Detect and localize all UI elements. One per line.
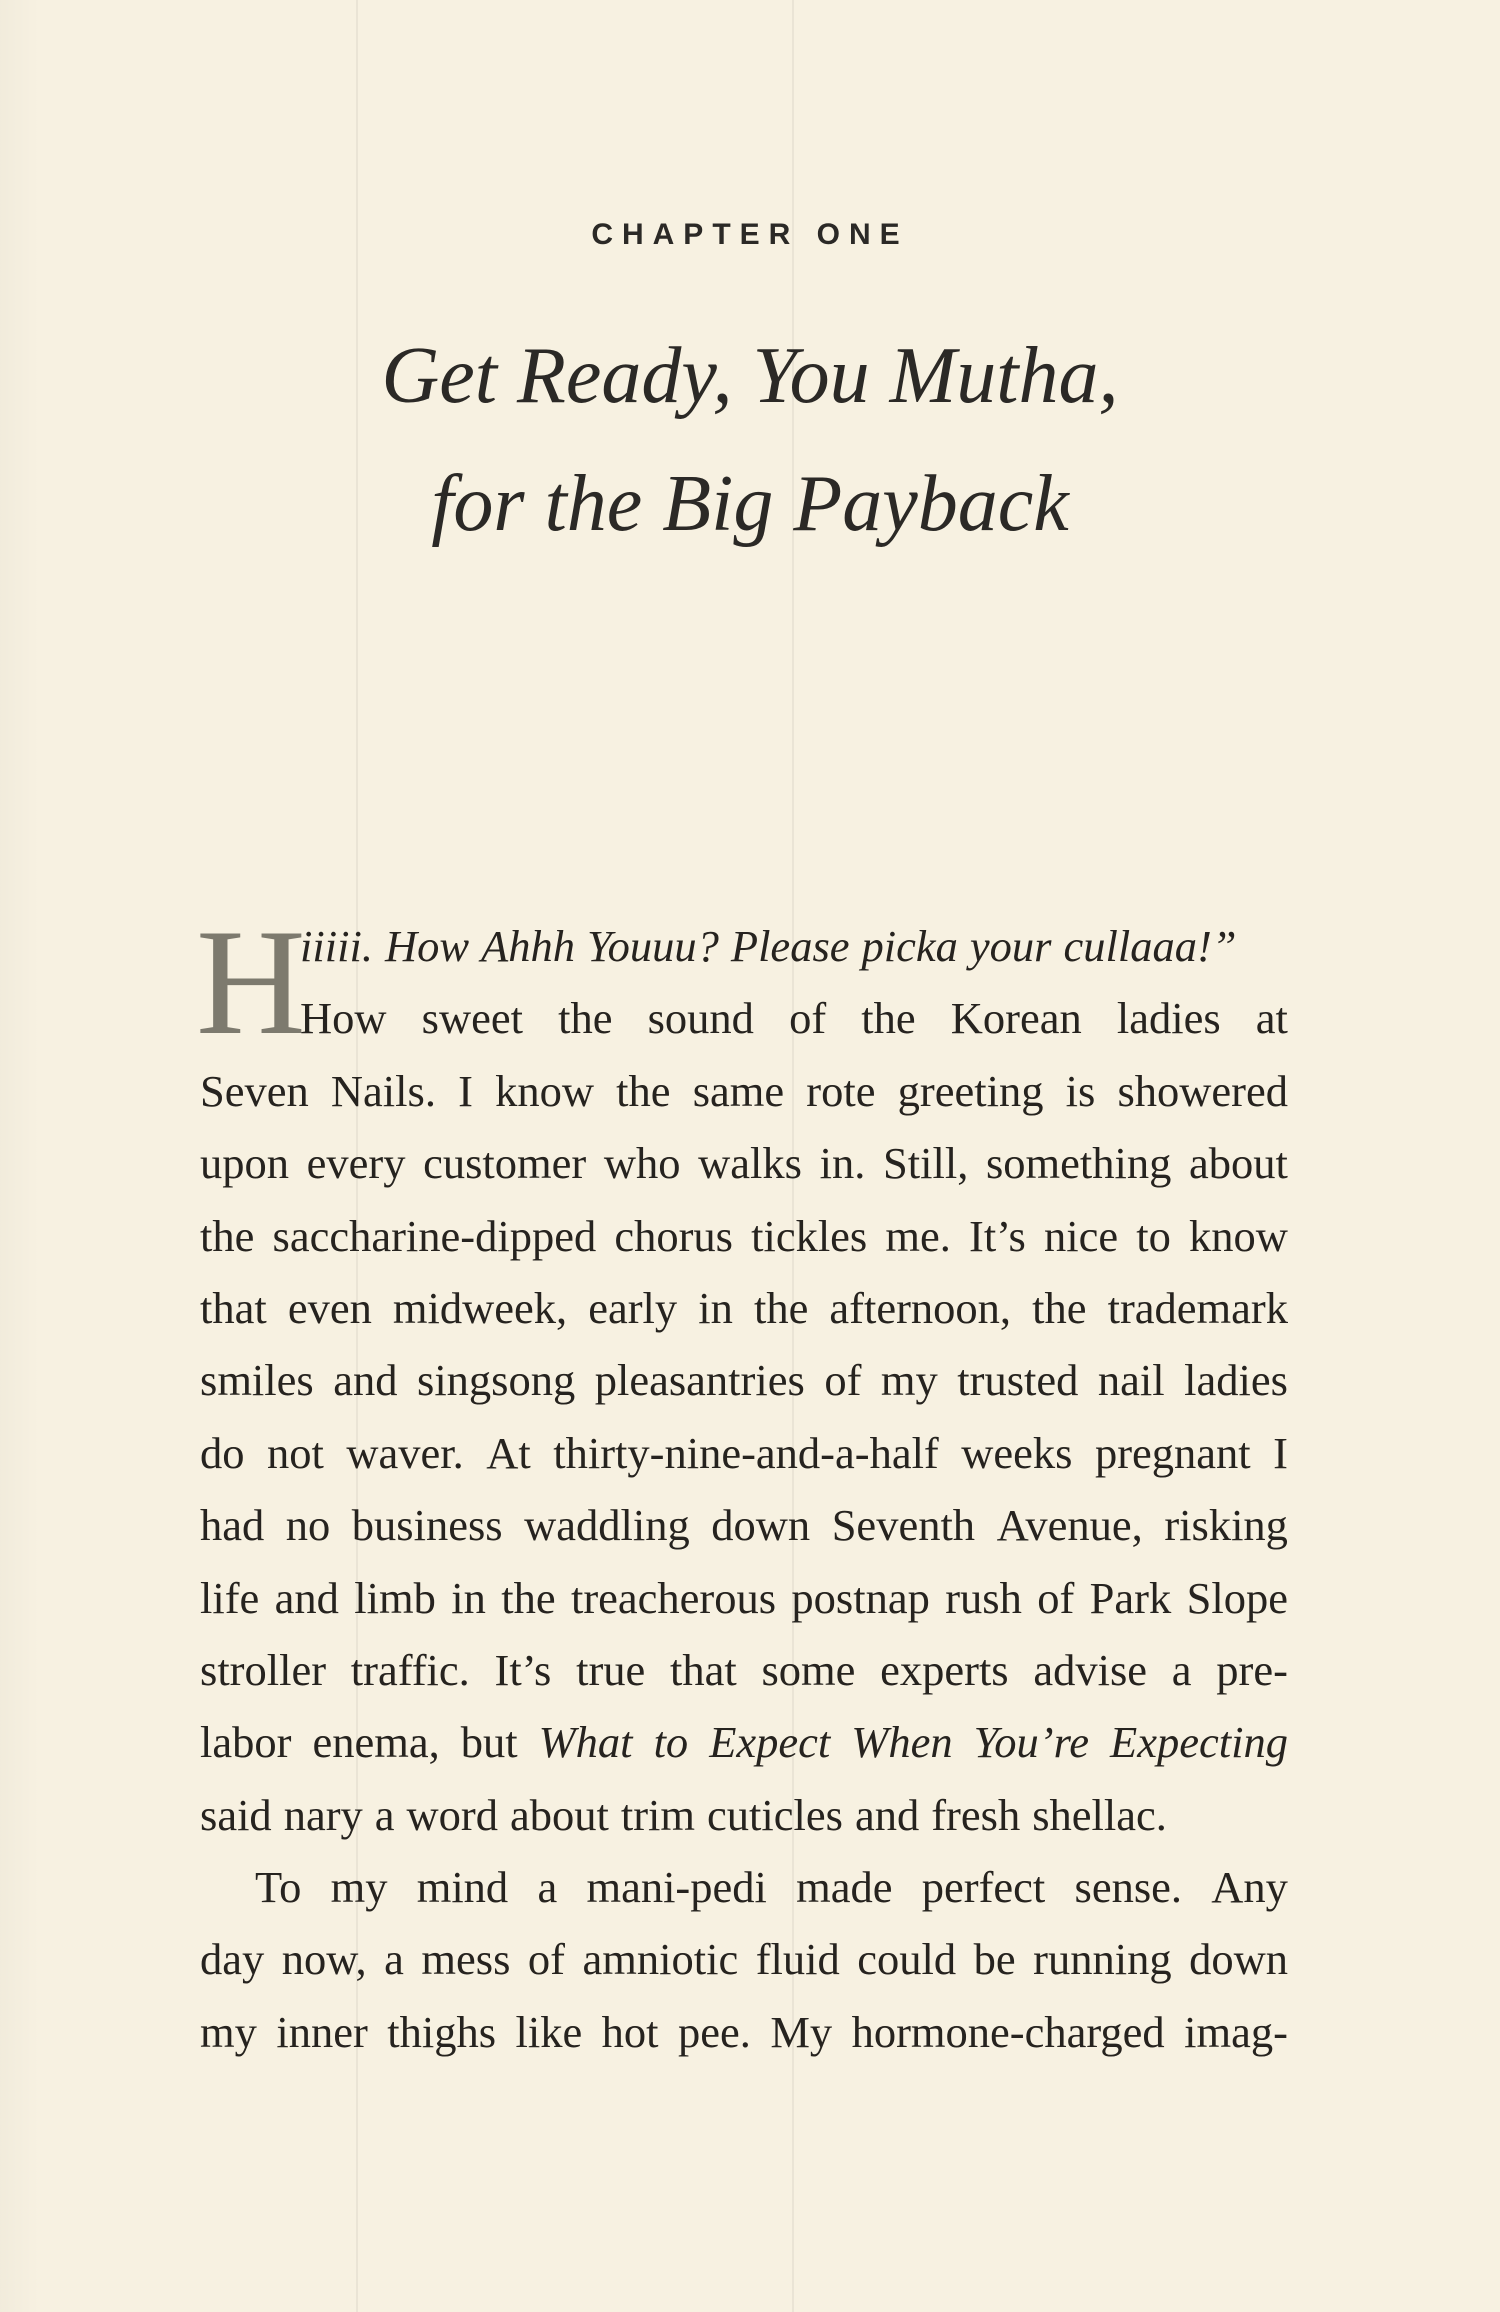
word: the — [1032, 1282, 1087, 1333]
word: traffic. — [350, 1644, 470, 1695]
word: hormone-charged — [851, 2006, 1165, 2057]
word: Avenue, — [996, 1500, 1143, 1551]
word: the — [861, 993, 916, 1044]
word: made — [796, 1862, 893, 1913]
word: Please — [730, 921, 850, 971]
word: showered — [1117, 1065, 1288, 1116]
word: upon — [200, 1138, 289, 1189]
word: do — [200, 1427, 245, 1478]
word: labor — [200, 1717, 292, 1768]
word: tickles — [751, 1210, 868, 1261]
text-line — [200, 1127, 1288, 1199]
word: stroller — [200, 1644, 327, 1695]
text-line — [200, 910, 1288, 982]
word: risking — [1164, 1500, 1288, 1551]
word: rush — [945, 1572, 1022, 1623]
word: nail — [1097, 1355, 1165, 1406]
word: no — [285, 1500, 331, 1551]
word: the — [616, 1065, 671, 1116]
word: a — [537, 1862, 558, 1913]
word: of — [527, 1934, 565, 1985]
word: my — [330, 1862, 388, 1913]
word: at — [1255, 993, 1288, 1044]
word: and — [854, 1789, 920, 1840]
word: waver. — [346, 1427, 464, 1478]
word: be — [973, 1934, 1016, 1985]
word: Park — [1089, 1572, 1172, 1623]
word: that — [670, 1644, 737, 1695]
word: picka — [861, 921, 958, 971]
word: that — [200, 1282, 267, 1333]
word: shellac. — [1032, 1789, 1167, 1840]
word: Korean — [950, 993, 1082, 1044]
word: Still, — [883, 1138, 969, 1189]
word: down — [711, 1500, 811, 1551]
word: fluid — [755, 1934, 840, 1985]
word: Expect — [709, 1717, 831, 1768]
word: ladies — [1116, 993, 1221, 1044]
text-line — [200, 1851, 1288, 1923]
text-line — [200, 1996, 1288, 2068]
chapter-title-line-1: Get Ready, You Mutha, — [381, 332, 1119, 420]
word: I — [1273, 1427, 1288, 1478]
word: Seventh — [831, 1500, 976, 1551]
word: fresh — [931, 1789, 1021, 1840]
word: Youuu? — [586, 921, 719, 971]
word: a — [374, 1789, 395, 1840]
word: chorus — [614, 1210, 733, 1261]
word: the — [200, 1210, 255, 1261]
text-line — [200, 1055, 1288, 1127]
word: pleasantries — [594, 1355, 805, 1406]
text-line — [200, 1344, 1288, 1416]
word: iiiii. — [300, 921, 373, 971]
word: I — [458, 1065, 473, 1116]
word: to — [1136, 1210, 1171, 1261]
word: ladies — [1184, 1355, 1288, 1406]
word: singsong — [417, 1355, 576, 1406]
text-line — [200, 982, 1288, 1054]
word: experts — [880, 1644, 1009, 1695]
word: the — [753, 1282, 809, 1333]
word: Seven — [200, 1065, 309, 1116]
word: cuticles — [707, 1789, 843, 1840]
word: down — [1189, 1934, 1288, 1985]
word: in. — [819, 1138, 866, 1189]
word: trademark — [1107, 1282, 1288, 1333]
word: nary — [283, 1789, 363, 1840]
word: word — [406, 1789, 498, 1840]
word: to — [653, 1717, 689, 1768]
word: and — [274, 1572, 339, 1623]
word: know — [1189, 1210, 1288, 1261]
chapter-title-line-2: for the Big Payback — [431, 460, 1069, 548]
text-line — [200, 1200, 1288, 1272]
word: in — [698, 1282, 733, 1333]
word: weeks — [961, 1427, 1073, 1478]
word: who — [603, 1138, 681, 1189]
word: running — [1033, 1934, 1172, 1985]
word: said — [200, 1789, 272, 1840]
word: sense. — [1074, 1862, 1183, 1913]
word: imag- — [1184, 2006, 1288, 2057]
word: mind — [416, 1862, 509, 1913]
word: amniotic — [582, 1934, 739, 1985]
word: thirty-nine-and-a-half — [553, 1427, 939, 1478]
text-line — [200, 1779, 1288, 1851]
word: had — [200, 1500, 265, 1551]
word: some — [761, 1644, 856, 1695]
word: midweek, — [392, 1282, 568, 1333]
word: How — [384, 921, 470, 971]
word: the — [558, 993, 613, 1044]
word: something — [985, 1138, 1172, 1189]
word: sweet — [421, 993, 523, 1044]
word: business — [351, 1500, 503, 1551]
word: enema, — [312, 1717, 440, 1768]
word: early — [588, 1282, 678, 1333]
word: me. — [885, 1210, 951, 1261]
word: and — [333, 1355, 398, 1406]
word: greeting — [897, 1065, 1044, 1116]
word: pee. — [677, 2006, 751, 2057]
text-line — [200, 1489, 1288, 1561]
text-line — [200, 1923, 1288, 1995]
text-line — [200, 1562, 1288, 1634]
text-line — [200, 1706, 1288, 1778]
text-line — [200, 1634, 1288, 1706]
word: To — [255, 1862, 302, 1913]
word: waddling — [524, 1500, 690, 1551]
word: rote — [806, 1065, 876, 1116]
word: At — [486, 1427, 531, 1478]
word: mani-pedi — [586, 1862, 767, 1913]
word: a — [1171, 1644, 1192, 1695]
word: trusted — [957, 1355, 1079, 1406]
drop-cap: H — [196, 898, 306, 1066]
word: saccharine-dipped — [272, 1210, 597, 1261]
word: of — [1037, 1572, 1075, 1623]
word: know — [495, 1065, 595, 1116]
word: my — [880, 1355, 938, 1406]
word: mess — [421, 1934, 511, 1985]
word: the — [501, 1572, 556, 1623]
word: inner — [276, 2006, 368, 2057]
word: in — [451, 1572, 486, 1623]
word: walks — [698, 1138, 802, 1189]
word: of — [789, 993, 827, 1044]
word: but — [460, 1717, 518, 1768]
word: perfect — [921, 1862, 1046, 1913]
word: cullaaa!” — [1063, 921, 1237, 971]
word: thighs — [387, 2006, 497, 2057]
word: treacherous — [570, 1572, 777, 1623]
word: every — [306, 1138, 406, 1189]
word: Nails. — [330, 1065, 436, 1116]
word: Any — [1211, 1862, 1288, 1913]
word: sound — [647, 993, 754, 1044]
chapter-label: CHAPTER ONE — [591, 218, 909, 251]
word: Expecting — [1110, 1717, 1288, 1768]
word: about — [510, 1789, 609, 1840]
word: even — [287, 1282, 372, 1333]
word: It’s — [969, 1210, 1026, 1261]
word: advise — [1033, 1644, 1148, 1695]
word: My — [770, 2006, 833, 2057]
word: now, — [281, 1934, 367, 1985]
word: Slope — [1186, 1572, 1288, 1623]
word: It’s — [494, 1644, 552, 1695]
text-line — [200, 1417, 1288, 1489]
word: your — [969, 921, 1052, 971]
word: How — [300, 993, 387, 1044]
word: pre- — [1216, 1644, 1288, 1695]
body-text — [200, 910, 1288, 2068]
word: life — [200, 1572, 260, 1623]
text-line — [200, 1272, 1288, 1344]
word: true — [576, 1644, 646, 1695]
word: day — [200, 1934, 265, 1985]
word: is — [1065, 1065, 1096, 1116]
word: same — [692, 1065, 785, 1116]
word: limb — [354, 1572, 436, 1623]
word: When — [851, 1717, 953, 1768]
word: afternoon, — [829, 1282, 1012, 1333]
word: of — [824, 1355, 862, 1406]
word: trim — [620, 1789, 696, 1840]
chapter-title — [0, 312, 1500, 568]
word: smiles — [200, 1355, 314, 1406]
word: a — [384, 1934, 404, 1985]
word: nice — [1044, 1210, 1119, 1261]
word: pregnant — [1094, 1427, 1251, 1478]
word: Ahhh — [481, 921, 575, 971]
word: about — [1189, 1138, 1288, 1189]
word: customer — [423, 1138, 587, 1189]
word: not — [267, 1427, 324, 1478]
word: my — [200, 2006, 257, 2057]
word: postnap — [791, 1572, 930, 1623]
word: hot — [601, 2006, 659, 2057]
word: could — [857, 1934, 957, 1985]
word: What — [538, 1717, 633, 1768]
word: You’re — [973, 1717, 1090, 1768]
word: like — [515, 2006, 583, 2057]
